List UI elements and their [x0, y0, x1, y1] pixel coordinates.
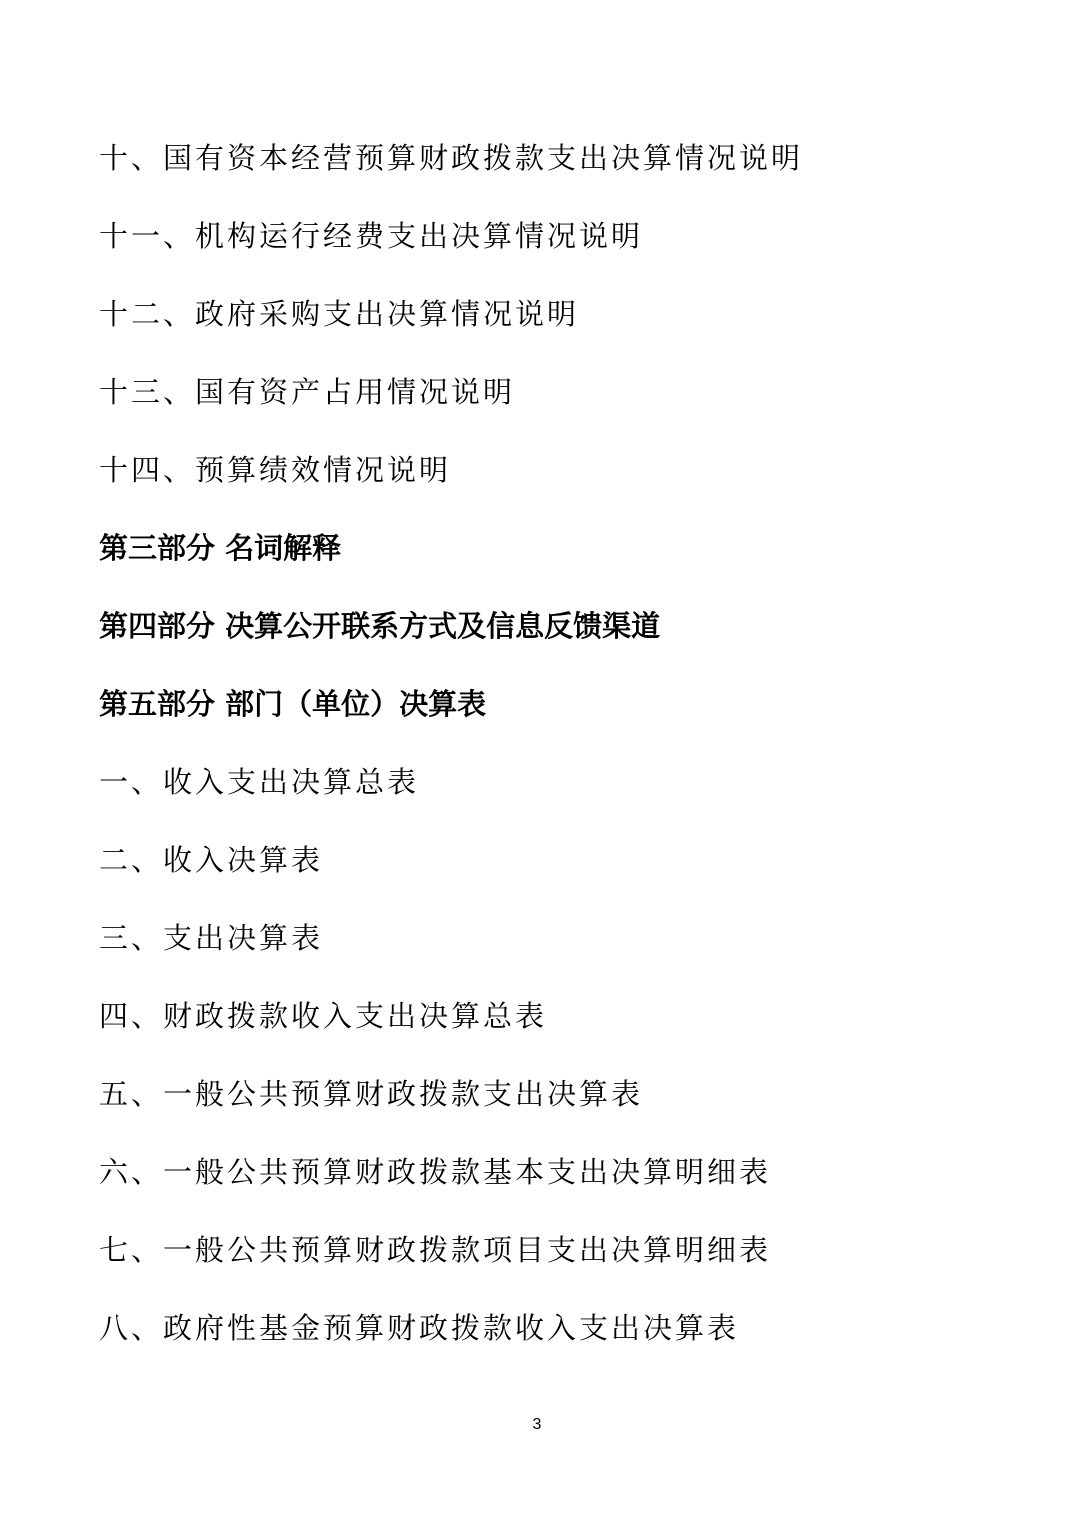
- toc-item-13: 十三、国有资产占用情况说明: [99, 375, 516, 409]
- toc-item-14: 十四、预算绩效情况说明: [99, 453, 452, 487]
- toc-table-4: 四、财政拨款收入支出决算总表: [99, 999, 548, 1033]
- page-number: 3: [532, 1416, 542, 1433]
- toc-part-5-heading: 第五部分 部门（单位）决算表: [99, 687, 487, 721]
- toc-item-10: 十、国有资本经营预算财政拨款支出决算情况说明: [99, 141, 804, 175]
- toc-item-11: 十一、机构运行经费支出决算情况说明: [99, 219, 644, 253]
- toc-table-5: 五、一般公共预算财政拨款支出决算表: [99, 1077, 644, 1111]
- toc-table-8: 八、政府性基金预算财政拨款收入支出决算表: [99, 1311, 740, 1345]
- toc-table-1: 一、收入支出决算总表: [99, 765, 420, 799]
- toc-part-4-heading: 第四部分 决算公开联系方式及信息反馈渠道: [99, 609, 661, 643]
- toc-part-3-heading: 第三部分 名词解释: [99, 531, 342, 565]
- toc-table-3: 三、支出决算表: [99, 921, 324, 955]
- toc-table-2: 二、收入决算表: [99, 843, 324, 877]
- toc-table-7: 七、一般公共预算财政拨款项目支出决算明细表: [99, 1233, 772, 1267]
- toc-item-12: 十二、政府采购支出决算情况说明: [99, 297, 580, 331]
- toc-table-6: 六、一般公共预算财政拨款基本支出决算明细表: [99, 1155, 772, 1189]
